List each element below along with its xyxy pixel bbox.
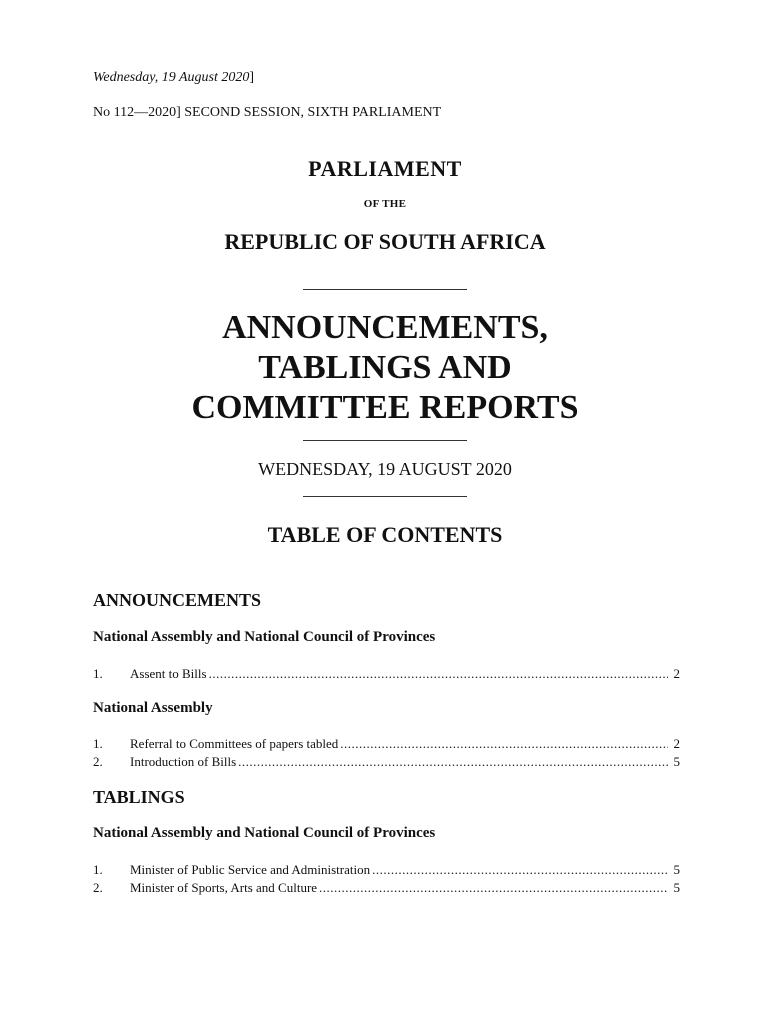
toc-title: TABLE OF CONTENTS xyxy=(267,522,503,547)
document-title-line-2: TABLINGS AND xyxy=(258,349,512,386)
toc-subheading: National Assembly xyxy=(93,700,213,716)
toc-section-heading-tablings: TABLINGS xyxy=(93,787,185,807)
toc-entry-page: 2 xyxy=(673,666,680,681)
toc-leader-dots xyxy=(319,879,668,897)
toc-entry-number: 2. xyxy=(93,754,103,769)
header-date xyxy=(93,70,254,86)
toc-entry-label: Minister of Sports, Arts and Culture xyxy=(130,880,318,895)
toc-list xyxy=(93,665,680,683)
toc-subheading: National Assembly and National Council of Provinces xyxy=(93,825,436,841)
toc-entry[interactable] xyxy=(93,753,680,771)
toc-entry-label: Introduction of Bills xyxy=(130,754,237,769)
toc-leader-dots xyxy=(238,753,668,771)
header-date-bracket: ] xyxy=(249,70,255,85)
toc-entry-page: 5 xyxy=(673,880,680,895)
document-date: WEDNESDAY, 19 AUGUST 2020 xyxy=(258,459,512,479)
toc-list xyxy=(93,735,680,771)
toc-leader-dots xyxy=(372,861,668,879)
toc-section-heading-announcements: ANNOUNCEMENTS xyxy=(93,590,262,610)
of-the-label: OF THE xyxy=(363,198,407,210)
toc-entry-label: Assent to Bills xyxy=(130,666,207,681)
header-date-text: Wednesday, 19 August 2020 xyxy=(93,70,250,85)
toc-entry-page: 5 xyxy=(673,754,680,769)
toc-entry-label: Referral to Committees of papers tabled xyxy=(130,736,339,751)
toc-entry[interactable] xyxy=(93,735,680,753)
toc-entry-number: 2. xyxy=(93,880,103,895)
issue-number-line: No 112—2020] SECOND SESSION, SIXTH PARLIAMENT xyxy=(93,105,442,120)
document-title-line-1: ANNOUNCEMENTS, xyxy=(222,309,548,346)
toc-leader-dots xyxy=(340,735,668,753)
toc-entry-page: 2 xyxy=(673,736,680,751)
toc-leader-dots xyxy=(209,665,668,683)
toc-entry-label: Minister of Public Service and Administration xyxy=(130,862,371,877)
divider-rule xyxy=(303,289,467,290)
toc-entry-number: 1. xyxy=(93,736,103,751)
toc-entry-number: 1. xyxy=(93,666,103,681)
parliament-heading: PARLIAMENT xyxy=(308,156,462,181)
divider-rule xyxy=(303,440,467,441)
document-title-line-3: COMMITTEE REPORTS xyxy=(191,389,579,426)
toc-list xyxy=(93,861,680,897)
toc-entry-page: 5 xyxy=(673,862,680,877)
toc-entry[interactable] xyxy=(93,665,680,683)
toc-entry-number: 1. xyxy=(93,862,103,877)
document-title xyxy=(0,308,770,428)
republic-heading: REPUBLIC OF SOUTH AFRICA xyxy=(224,229,546,254)
toc-entry[interactable] xyxy=(93,879,680,897)
divider-rule xyxy=(303,496,467,497)
toc-entry[interactable] xyxy=(93,861,680,879)
toc-subheading: National Assembly and National Council of Provinces xyxy=(93,629,436,645)
